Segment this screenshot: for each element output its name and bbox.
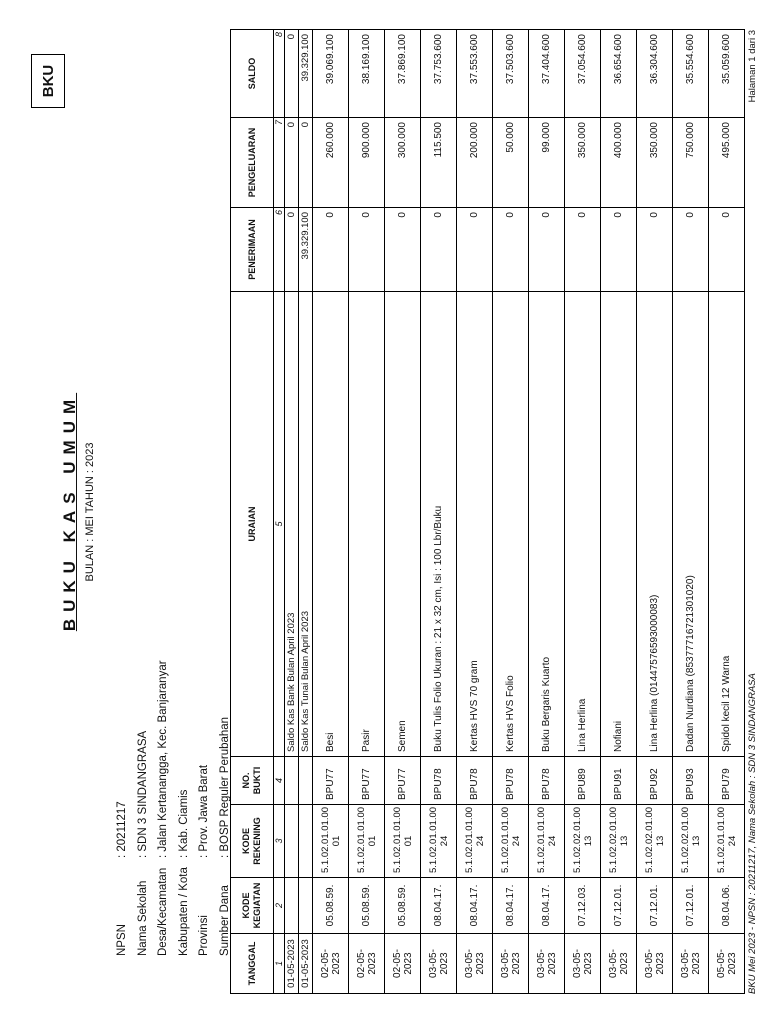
- cell-rekening: 5.1.02.01.01.00 24: [457, 805, 493, 878]
- info-label: Provinsi: [198, 915, 210, 956]
- cell-saldo: 37.054.600: [565, 30, 601, 118]
- cell-kegiatan: 07.12.01.: [637, 878, 673, 934]
- cell-bukti: BPU78: [421, 757, 457, 805]
- cell-rekening: [285, 805, 299, 878]
- header-kode-rekening: KODE REKENING: [231, 805, 274, 878]
- cell-saldo: 39.329.100: [299, 30, 313, 118]
- info-label: Nama Sekolah: [136, 880, 149, 956]
- column-number: 1: [274, 934, 285, 994]
- cell-bukti: BPU77: [349, 757, 385, 805]
- cell-kegiatan: 05.08.59.: [313, 878, 349, 934]
- header-no-bukti: NO. BUKTI: [231, 757, 274, 805]
- cell-tanggal: 02-05-2023: [349, 934, 385, 994]
- cell-rekening: 5.1.02.01.01.00 01: [349, 805, 385, 878]
- info-value: : SDN 3 SINDANGRASA: [136, 730, 149, 858]
- table-header-row: [231, 30, 274, 994]
- table-row: [493, 30, 529, 994]
- cell-tanggal: 01-05-2023: [285, 934, 299, 994]
- cell-saldo: 36.304.600: [637, 30, 673, 118]
- cell-bukti: BPU77: [385, 757, 421, 805]
- info-label: Sumber Dana: [218, 885, 231, 956]
- cell-kegiatan: 08.04.17.: [493, 878, 529, 934]
- school-info: [112, 660, 235, 956]
- header-penerimaan: PENERIMAAN: [231, 208, 274, 292]
- cell-pengeluaran: 260.000: [313, 118, 349, 208]
- cell-pengeluaran: 400.000: [601, 118, 637, 208]
- info-value: : 20211217: [116, 801, 128, 858]
- cell-saldo: 0: [285, 30, 299, 118]
- footer-info: BKU Mei 2023 - NPSN : 20211217, Nama Sekolah : SDN 3 SINDANGRASA: [747, 673, 758, 994]
- cell-rekening: 5.1.02.02.01.00 13: [565, 805, 601, 878]
- cell-saldo: 37.404.600: [529, 30, 565, 118]
- cell-kegiatan: [285, 878, 299, 934]
- cell-uraian: Lina Herlina: [565, 292, 601, 757]
- cell-kegiatan: 08.04.17.: [457, 878, 493, 934]
- info-value: : BOSP Reguler Perubahan: [218, 716, 231, 858]
- header-uraian: URAIAN: [231, 292, 274, 757]
- cell-bukti: BPU77: [313, 757, 349, 805]
- column-number: 8: [274, 30, 285, 118]
- table-row: [565, 30, 601, 994]
- table-row: [457, 30, 493, 994]
- cell-saldo: 38.169.100: [349, 30, 385, 118]
- cell-pengeluaran: 50.000: [493, 118, 529, 208]
- cell-bukti: BPU91: [601, 757, 637, 805]
- cell-tanggal: 02-05-2023: [313, 934, 349, 994]
- table-row: [313, 30, 349, 994]
- bku-badge: BKU: [31, 54, 65, 108]
- cell-bukti: BPU78: [529, 757, 565, 805]
- cell-pengeluaran: 99.000: [529, 118, 565, 208]
- cell-penerimaan: 0: [385, 208, 421, 292]
- info-label: Desa/Kecamatan: [157, 867, 169, 956]
- cell-uraian: Semen: [385, 292, 421, 757]
- cell-tanggal: 02-05-2023: [385, 934, 421, 994]
- cell-rekening: 5.1.02.01.01.00 24: [709, 805, 745, 878]
- cell-uraian: Kertas HVS 70 gram: [457, 292, 493, 757]
- cell-penerimaan: 0: [457, 208, 493, 292]
- cell-tanggal: 03-05-2023: [637, 934, 673, 994]
- cell-pengeluaran: 200.000: [457, 118, 493, 208]
- table-row: [673, 30, 709, 994]
- header-kode-kegiatan: KODE KEGIATAN: [231, 878, 274, 934]
- cell-tanggal: 03-05-2023: [565, 934, 601, 994]
- cell-kegiatan: 07.12.01.: [673, 878, 709, 934]
- cell-uraian: Pasir: [349, 292, 385, 757]
- cell-saldo: 39.069.100: [313, 30, 349, 118]
- cell-pengeluaran: 495.000: [709, 118, 745, 208]
- cell-kegiatan: 08.04.17.: [529, 878, 565, 934]
- cell-kegiatan: [299, 878, 313, 934]
- cell-tanggal: 03-05-2023: [673, 934, 709, 994]
- cell-bukti: BPU78: [493, 757, 529, 805]
- table-row: [285, 30, 299, 994]
- cell-saldo: 37.553.600: [457, 30, 493, 118]
- cell-penerimaan: 0: [529, 208, 565, 292]
- cell-uraian: Spidol kecil 12 Warna: [709, 292, 745, 757]
- cell-tanggal: 03-05-2023: [601, 934, 637, 994]
- cell-penerimaan: 0: [349, 208, 385, 292]
- cell-rekening: 5.1.02.01.01.00 01: [385, 805, 421, 878]
- cell-uraian: Nofiani: [601, 292, 637, 757]
- header-saldo: SALDO: [231, 30, 274, 118]
- info-row: [194, 660, 215, 956]
- cell-penerimaan: 0: [673, 208, 709, 292]
- cell-uraian: Buku Bergaris Kuarto: [529, 292, 565, 757]
- cell-uraian: Lina Herlina (01447576593000083): [637, 292, 673, 757]
- header-tanggal: TANGGAL: [231, 934, 274, 994]
- cell-pengeluaran: 0: [299, 118, 313, 208]
- cell-kegiatan: 07.12.03.: [565, 878, 601, 934]
- table-row: [709, 30, 745, 994]
- table-row: [349, 30, 385, 994]
- cell-rekening: 5.1.02.02.01.00 13: [637, 805, 673, 878]
- column-number: 6: [274, 208, 285, 292]
- page-title: BUKU KAS UMUM: [60, 392, 79, 632]
- cell-saldo: 35.554.600: [673, 30, 709, 118]
- cell-saldo: 37.753.600: [421, 30, 457, 118]
- column-number: 2: [274, 878, 285, 934]
- info-row: [153, 660, 174, 956]
- cell-uraian: Saldo Kas Bank Bulan April 2023: [285, 292, 299, 757]
- info-row: [174, 660, 195, 956]
- cell-uraian: Kertas HVS Folio: [493, 292, 529, 757]
- page-subtitle: BULAN : MEI TAHUN : 2023: [84, 442, 96, 582]
- header-pengeluaran: PENGELUARAN: [231, 118, 274, 208]
- cell-bukti: BPU89: [565, 757, 601, 805]
- table-row: [601, 30, 637, 994]
- info-row: [112, 660, 133, 956]
- cell-rekening: [299, 805, 313, 878]
- cell-kegiatan: 08.04.06.: [709, 878, 745, 934]
- cell-tanggal: 01-05-2023: [299, 934, 313, 994]
- cell-uraian: Buku Tulis Folio Ukuran : 21 x 32 cm, Isi : 100 Lbr/Buku: [421, 292, 457, 757]
- cell-rekening: 5.1.02.01.01.00 24: [529, 805, 565, 878]
- cell-bukti: [299, 757, 313, 805]
- bku-table: [230, 29, 745, 994]
- cell-saldo: 37.869.100: [385, 30, 421, 118]
- cell-pengeluaran: 300.000: [385, 118, 421, 208]
- column-number-row: [274, 30, 285, 994]
- cell-saldo: 36.654.600: [601, 30, 637, 118]
- cell-rekening: 5.1.02.01.01.00 24: [493, 805, 529, 878]
- cell-bukti: BPU92: [637, 757, 673, 805]
- cell-penerimaan: 39.329.100: [299, 208, 313, 292]
- cell-bukti: BPU79: [709, 757, 745, 805]
- cell-pengeluaran: 350.000: [565, 118, 601, 208]
- cell-penerimaan: 0: [637, 208, 673, 292]
- cell-saldo: 37.503.600: [493, 30, 529, 118]
- cell-tanggal: 03-05-2023: [493, 934, 529, 994]
- cell-pengeluaran: 0: [285, 118, 299, 208]
- cell-penerimaan: 0: [601, 208, 637, 292]
- table-row: [529, 30, 565, 994]
- cell-kegiatan: 07.12.01.: [601, 878, 637, 934]
- cell-kegiatan: 05.08.59.: [385, 878, 421, 934]
- column-number: 3: [274, 805, 285, 878]
- cell-penerimaan: 0: [313, 208, 349, 292]
- cell-rekening: 5.1.02.02.01.00 13: [601, 805, 637, 878]
- cell-pengeluaran: 115.500: [421, 118, 457, 208]
- column-number: 5: [274, 292, 285, 757]
- cell-rekening: 5.1.02.02.01.00 13: [673, 805, 709, 878]
- cell-kegiatan: 05.08.59.: [349, 878, 385, 934]
- info-value: : Kab. Ciamis: [177, 789, 190, 858]
- cell-uraian: Saldo Kas Tunai Bulan April 2023: [299, 292, 313, 757]
- cell-penerimaan: 0: [421, 208, 457, 292]
- cell-tanggal: 03-05-2023: [457, 934, 493, 994]
- cell-tanggal: 03-05-2023: [529, 934, 565, 994]
- info-label: NPSN: [116, 924, 128, 956]
- table-row: [637, 30, 673, 994]
- info-label: Kabupaten / Kota: [177, 867, 190, 956]
- cell-penerimaan: 0: [285, 208, 299, 292]
- info-value: : Prov. Jawa Barat: [198, 764, 210, 858]
- cell-uraian: Besi: [313, 292, 349, 757]
- cell-penerimaan: 0: [493, 208, 529, 292]
- page-number: Halaman 1 dari 3: [747, 30, 758, 103]
- cell-uraian: Dadan Nurdiana (85377716721301020): [673, 292, 709, 757]
- cell-pengeluaran: 350.000: [637, 118, 673, 208]
- table-row: [421, 30, 457, 994]
- cell-kegiatan: 08.04.17.: [421, 878, 457, 934]
- cell-rekening: 5.1.02.01.01.00 01: [313, 805, 349, 878]
- table-row: [299, 30, 313, 994]
- cell-penerimaan: 0: [565, 208, 601, 292]
- cell-saldo: 35.059.600: [709, 30, 745, 118]
- cell-bukti: BPU78: [457, 757, 493, 805]
- column-number: 7: [274, 118, 285, 208]
- cell-bukti: [285, 757, 299, 805]
- cell-pengeluaran: 900.000: [349, 118, 385, 208]
- cell-tanggal: 03-05-2023: [421, 934, 457, 994]
- cell-pengeluaran: 750.000: [673, 118, 709, 208]
- cell-penerimaan: 0: [709, 208, 745, 292]
- cell-bukti: BPU93: [673, 757, 709, 805]
- column-number: 4: [274, 757, 285, 805]
- info-value: : Jalan Kertanangga, Kec. Banjaranyar: [157, 660, 169, 858]
- info-row: [133, 660, 154, 956]
- cell-rekening: 5.1.02.01.01.00 24: [421, 805, 457, 878]
- cell-tanggal: 05-05-2023: [709, 934, 745, 994]
- table-row: [385, 30, 421, 994]
